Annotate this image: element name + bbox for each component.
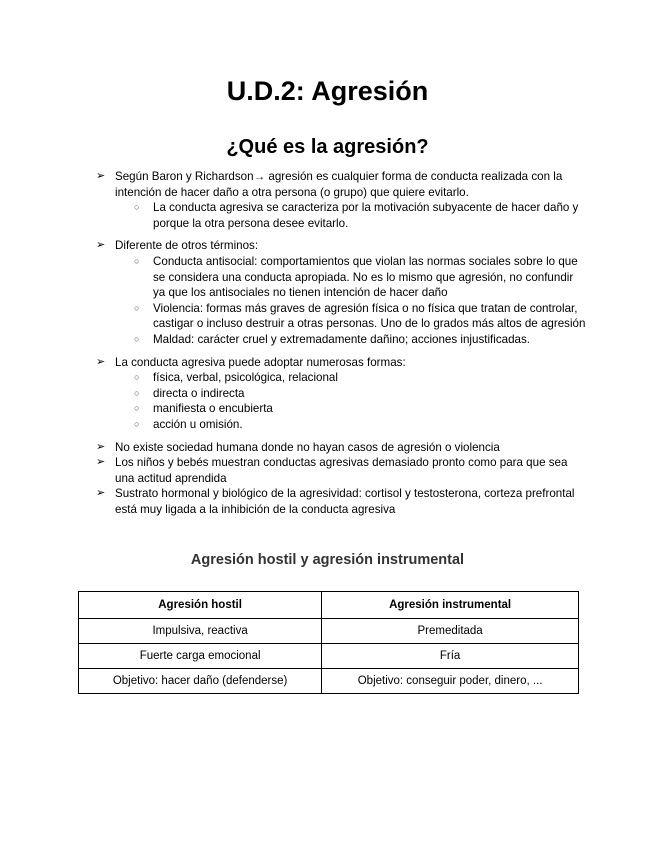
table-cell: Fría (322, 644, 579, 669)
sub-bullet-item (96, 200, 586, 231)
table-row (79, 669, 579, 694)
table-cell: Objetivo: conseguir poder, dinero, ... (322, 669, 579, 694)
sub-bullet-text: manifiesta o encubierta (153, 402, 273, 416)
arrow-bullet-icon: ➢ (96, 440, 106, 453)
circle-bullet-icon: ○ (134, 403, 140, 414)
table-cell: Fuerte carga emocional (79, 644, 322, 669)
sub-bullet-item (96, 301, 586, 332)
circle-bullet-icon: ○ (134, 202, 140, 213)
table-cell: Objetivo: hacer daño (defenderse) (79, 669, 322, 694)
sub-bullet-item (96, 401, 586, 417)
circle-bullet-icon: ○ (134, 302, 140, 313)
bullet-item (96, 440, 586, 456)
bullet-text: Diferente de otros términos: (115, 239, 259, 253)
sub-bullet-item (96, 332, 586, 348)
table-cell: Impulsiva, reactiva (79, 619, 322, 644)
document-title: U.D.2: Agresión (226, 76, 429, 106)
bullet-text: Los niños y bebés muestran conductas agresivas demasiado pronto como para que sea una actitud aprendida (115, 456, 568, 485)
table-row (79, 644, 579, 669)
bullet-text: Sustrato hormonal y biológico de la agresividad: cortisol y testosterona, corteza prefrontal está muy ligada a la inhibición de la conducta agresiva (115, 487, 575, 516)
bullet-text: Según Baron y Richardson→ agresión es cualquier forma de conducta realizada con la intención de hacer daño a otra persona (o grupo) que quiere evitarlo. (115, 170, 563, 199)
table-header-row (79, 592, 579, 619)
sub-bullet-text: La conducta agresiva se caracteriza por la motivación subyacente de hacer daño y porque la otra persona desee evitarlo. (153, 201, 579, 230)
circle-bullet-icon: ○ (134, 333, 140, 344)
section-title: ¿Qué es la agresión? (226, 136, 429, 158)
bullet-item (96, 486, 586, 517)
bullet-item (96, 355, 586, 371)
arrow-bullet-icon: ➢ (96, 239, 106, 252)
arrow-bullet-icon: ➢ (96, 355, 106, 368)
table-cell: Premeditada (322, 619, 579, 644)
circle-bullet-icon: ○ (134, 255, 140, 266)
bullet-item (96, 238, 586, 254)
circle-bullet-icon: ○ (134, 418, 140, 429)
bullet-text: La conducta agresiva puede adoptar numerosas formas: (115, 355, 406, 369)
sub-bullet-text: Violencia: formas más graves de agresión física o no física que tratan de controlar, castigar o incluso destruir a otras personas. Uno de lo grados más altos de agresión (153, 301, 586, 331)
bullet-item (96, 455, 586, 486)
sub-bullet-text: física, verbal, psicológica, relacional (153, 371, 338, 385)
arrow-bullet-icon: ➢ (96, 487, 106, 500)
sub-bullet-item (96, 370, 586, 386)
arrow-bullet-icon: ➢ (96, 456, 106, 469)
table-heading: Agresión hostil y agresión instrumental (190, 552, 465, 568)
sub-bullet-item (96, 417, 586, 433)
sub-bullet-text: Conducta antisocial: comportamientos que violan las normas sociales sobre lo que se considera una conducta apropiada. No es lo mismo que agresión, no confundir ya que los antisociales no tienen intención de hacer daño (153, 254, 578, 300)
bullet-text: No existe sociedad humana donde no hayan casos de agresión o violencia (115, 440, 500, 454)
sub-bullet-item (96, 254, 586, 301)
sub-bullet-text: Maldad: carácter cruel y extremadamente dañino; acciones injustificadas. (153, 332, 530, 346)
sub-bullet-item (96, 386, 586, 402)
header-cell: Agresión hostil (79, 592, 322, 619)
comparison-table (78, 591, 579, 694)
circle-bullet-icon: ○ (134, 372, 140, 383)
header-cell: Agresión instrumental (322, 592, 579, 619)
bullet-list (96, 169, 586, 517)
bullet-item (96, 169, 586, 200)
sub-bullet-text: acción u omisión. (153, 417, 243, 431)
arrow-bullet-icon: ➢ (96, 170, 106, 182)
sub-bullet-text: directa o indirecta (153, 386, 245, 400)
table-row (79, 619, 579, 644)
circle-bullet-icon: ○ (134, 387, 140, 398)
